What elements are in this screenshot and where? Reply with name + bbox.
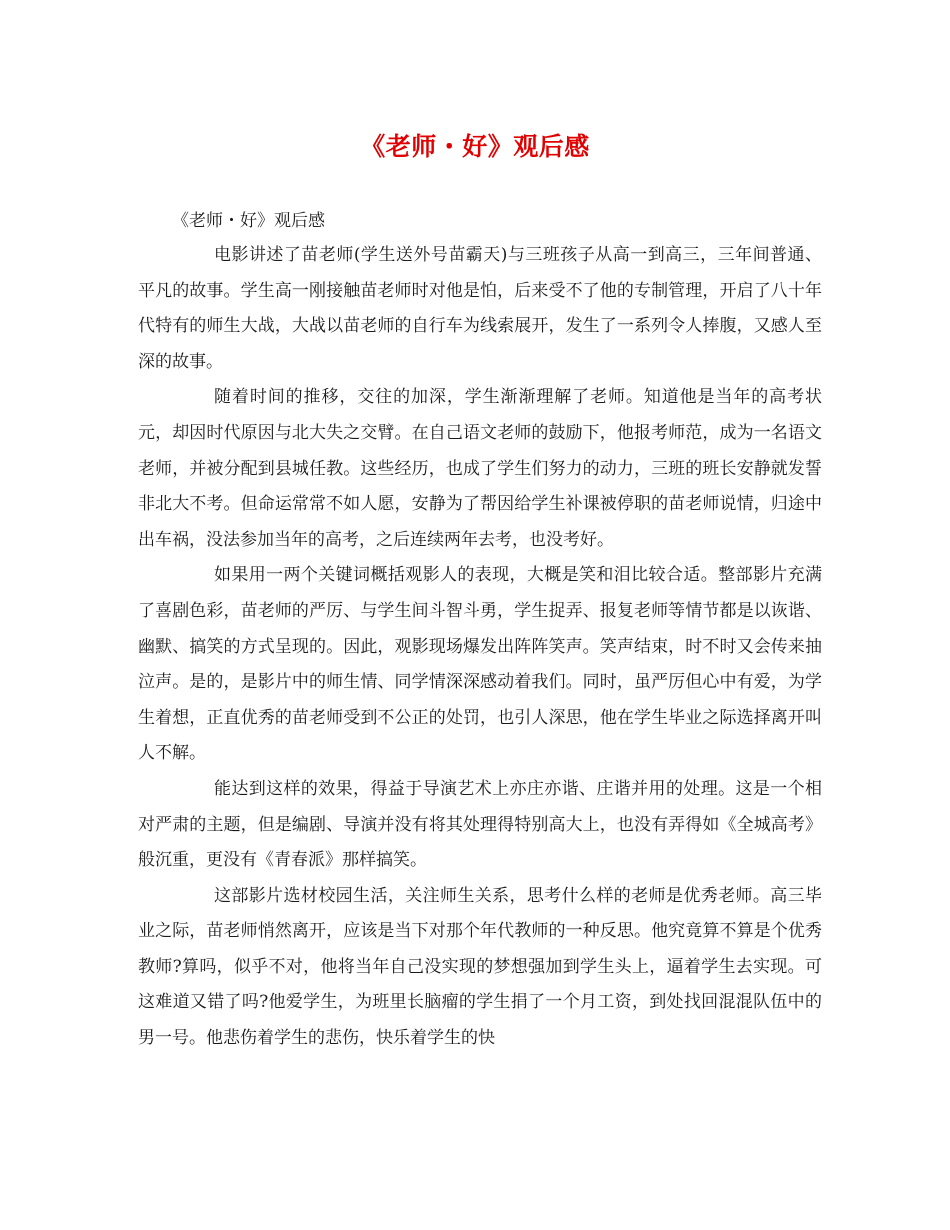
paragraph-5: 这部影片选材校园生活，关注师生关系，思考什么样的老师是优秀老师。高三毕业之际，苗老师悄然离开，应该是当下对那个年代教师的一种反思。他究竟算不算是个优秀教师?算吗，似乎不对，他将当年自己没实现的梦想强加到学生头上，逼着学生去实现。可这难道又错了吗?他爱学生，为班里长脑瘤的学生捐了一个月工资，到处找回混混队伍中的男一号。他悲伤着学生的悲伤，快乐着学生的快 [138,885,822,1049]
document-subtitle: 《老师・好》观后感 [172,211,325,231]
paragraph-3: 如果用一两个关键词概括观影人的表现，大概是笑和泪比较合适。整部影片充满了喜剧色彩，苗老师的严厉、与学生间斗智斗勇，学生捉弄、报复老师等情节都是以诙谐、幽默、搞笑的方式呈现的。因此，观影现场爆发出阵阵笑声。笑声结束，时不时又会传来抽泣声。是的，是影片中的师生情、同学情深深感动着我们。同时，虽严厉但心中有爱，为学生着想，正直优秀的苗老师受到不公正的处罚，也引人深思，他在学生毕业之际选择离开叫人不解。 [138,565,822,764]
document-title: 《老师・好》观后感 [360,132,590,161]
document-body [138,238,822,1057]
paragraph-4: 能达到这样的效果，得益于导演艺术上亦庄亦谐、庄谐并用的处理。这是一个相对严肃的主题，但是编剧、导演并没有将其处理得特别高大上，也没有弄得如《全城高考》般沉重，更没有《青春派》那样搞笑。 [138,778,822,871]
paragraph-1: 电影讲述了苗老师(学生送外号苗霸天)与三班孩子从高一到高三，三年间普通、平凡的故事。学生高一刚接触苗老师时对他是怕，后来受不了他的专制管理，开启了八十年代特有的师生大战，大战以苗老师的自行车为线索展开，发生了一系列令人捧腹，又感人至深的故事。 [138,245,822,372]
paragraph-2: 随着时间的推移，交往的加深，学生渐渐理解了老师。知道他是当年的高考状元，却因时代原因与北大失之交臂。在自己语文老师的鼓励下，他报考师范，成为一名语文老师，并被分配到县城任教。这些经历，也成了学生们努力的动力，三班的班长安静就发誓非北大不考。但命运常常不如人愿，安静为了帮因给学生补课被停职的苗老师说情，归途中出车祸，没法参加当年的高考，之后连续两年去考，也没考好。 [138,387,822,550]
